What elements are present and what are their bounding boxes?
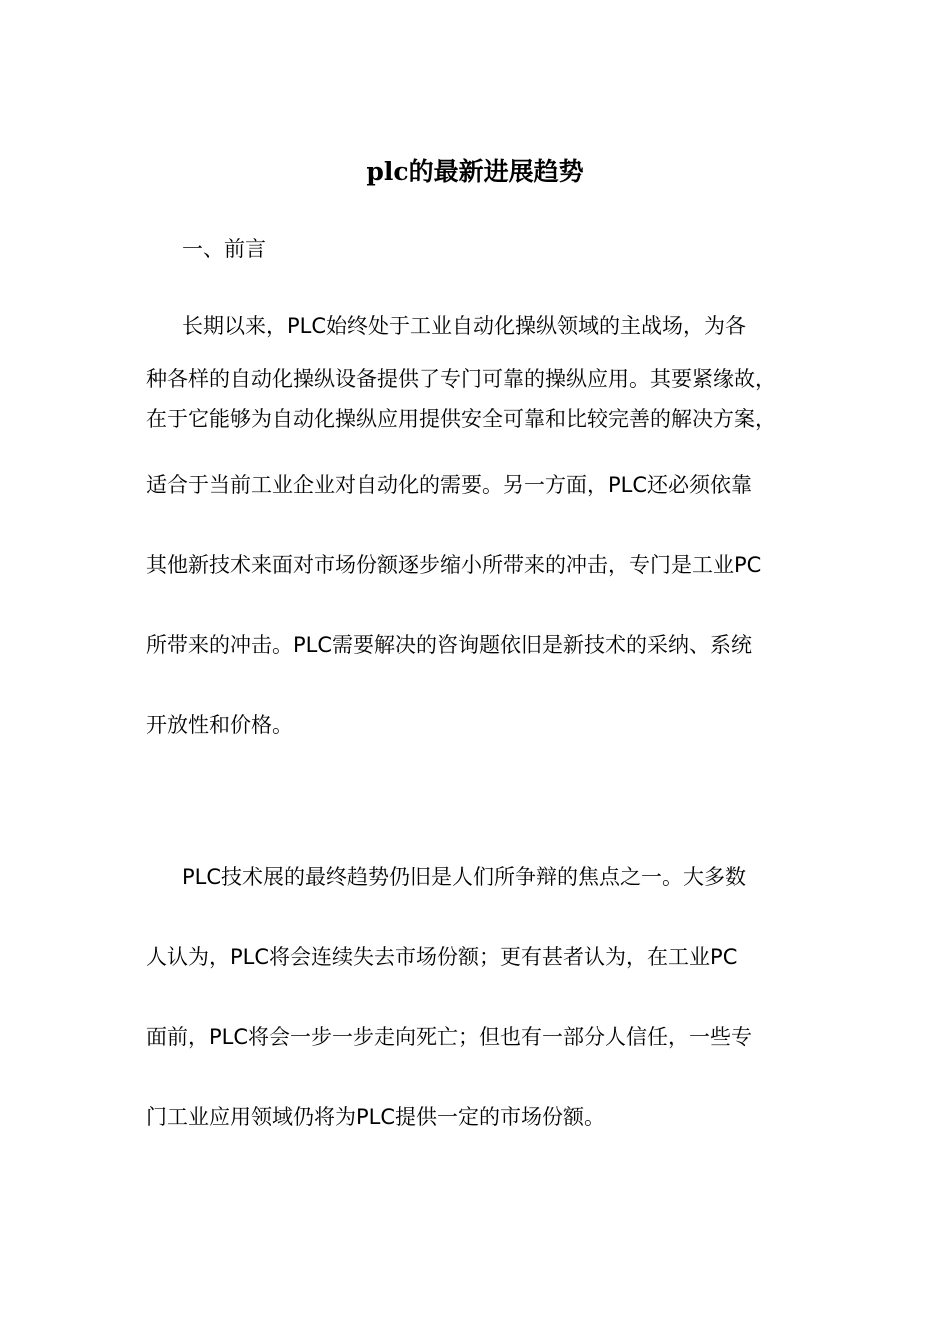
paragraph-line: 开放性和价格。: [146, 713, 293, 737]
paragraph-line: 面前，PLC将会一步一步走向死亡；但也有一部分人信任，一些专: [146, 1025, 753, 1049]
paragraph-line: 在于它能够为自动化操纵应用提供安全可靠和比较完善的解决方案，: [146, 407, 776, 431]
document-title: plc的最新进展趋势: [366, 157, 584, 186]
paragraph-line: PLC技术展的最终趋势仍旧是人们所争辩的焦点之一。大多数: [182, 865, 747, 889]
paragraph-line: 门工业应用领域仍将为PLC提供一定的市场份额。: [146, 1105, 606, 1129]
paragraph-line: 所带来的冲击。PLC需要解决的咨询题依旧是新技术的采纳、系统: [146, 633, 753, 657]
paragraph-line: 种各样的自动化操纵设备提供了专门可靠的操纵应用。其要紧缘故，: [146, 367, 776, 391]
section-heading: 一、前言: [182, 237, 266, 261]
paragraph-line: 其他新技术来面对市场份额逐步缩小所带来的冲击，专门是工业PC: [146, 553, 762, 577]
paragraph-line: 人认为，PLC将会连续失去市场份额；更有甚者认为，在工业PC: [146, 945, 738, 969]
paragraph-line: 适合于当前工业企业对自动化的需要。另一方面，PLC还必须依靠: [146, 473, 753, 497]
paragraph-line: 长期以来，PLC始终处于工业自动化操纵领域的主战场，为各: [182, 314, 747, 338]
